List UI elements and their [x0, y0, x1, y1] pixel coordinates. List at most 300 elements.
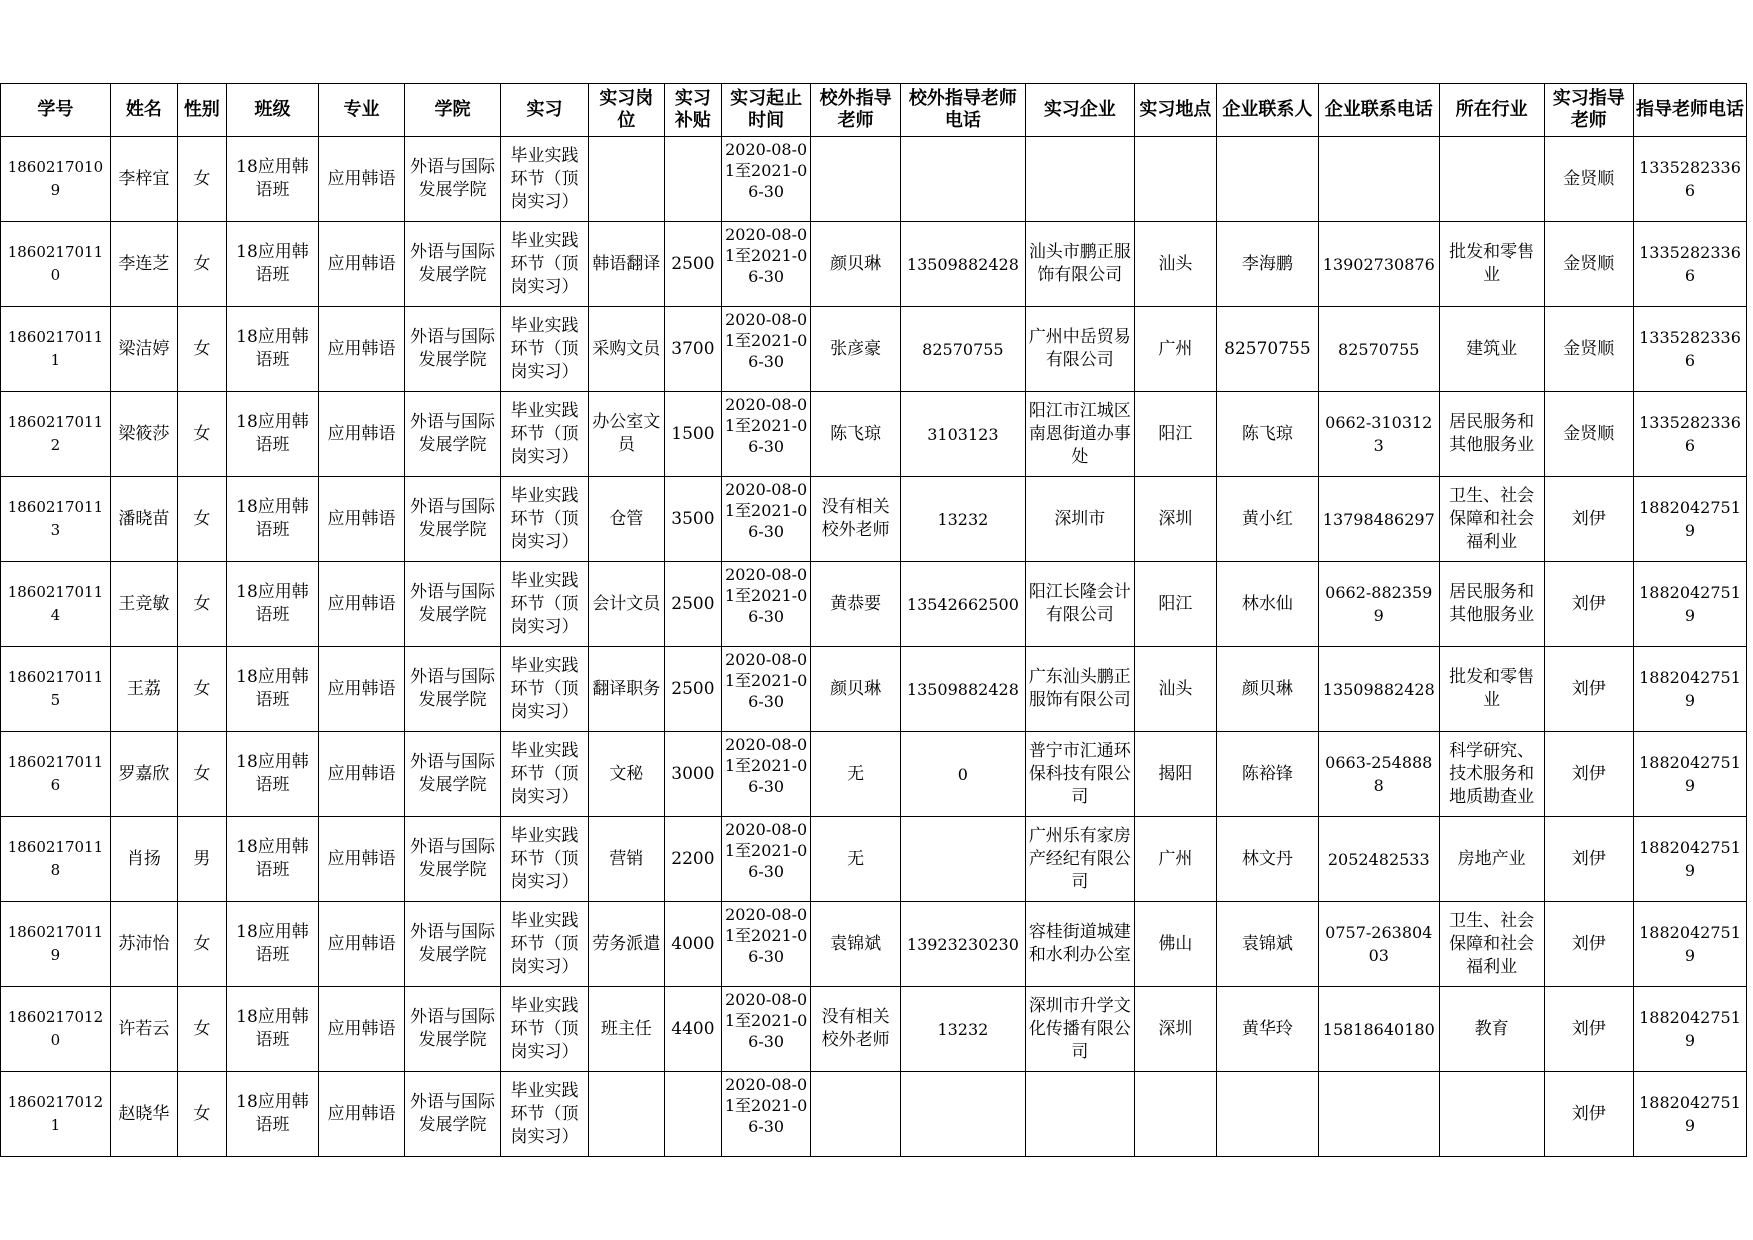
cell-period — [721, 222, 810, 307]
cell-period — [721, 902, 810, 987]
cell-period — [721, 562, 810, 647]
location-text: 揭阳 — [1158, 763, 1193, 784]
supervisor-phone-text: 18820427519 — [1639, 498, 1741, 540]
student-id-text: 18602170109 — [7, 158, 104, 199]
external-tutor-text: 张彦豪 — [830, 338, 882, 359]
period-text: 2020-08-01至2021-06-30 — [724, 140, 808, 201]
college-text: 外语与国际发展学院 — [409, 157, 495, 200]
cell-external-tutor-phone — [900, 732, 1025, 817]
location-text: 阳江 — [1158, 593, 1193, 614]
period-text: 2020-08-01至2021-06-30 — [724, 905, 808, 966]
period-text: 2020-08-01至2021-06-30 — [724, 565, 808, 626]
company-text: 深圳市 — [1054, 508, 1106, 529]
major-text: 应用韩语 — [327, 253, 396, 274]
gender-text: 女 — [193, 1018, 211, 1039]
cell-college — [404, 1072, 501, 1157]
table-row — [1, 1072, 1747, 1157]
cell-internship-type — [501, 902, 588, 987]
cell-supervisor-phone — [1633, 987, 1746, 1072]
cell-supervisor — [1544, 392, 1633, 477]
cell-college — [404, 647, 501, 732]
supervisor-text: 刘伊 — [1571, 508, 1606, 529]
header-college: 学院 — [404, 84, 501, 137]
cell-external-tutor-phone — [900, 987, 1025, 1072]
cell-industry — [1439, 562, 1544, 647]
company-phone-text: 0662-8823599 — [1325, 583, 1433, 625]
subsidy-text: 4400 — [671, 1018, 715, 1039]
gender-text: 女 — [193, 423, 211, 444]
cell-position — [588, 307, 664, 392]
student-name-text: 罗嘉欣 — [118, 763, 170, 784]
cell-college — [404, 732, 501, 817]
cell-company-phone — [1318, 307, 1439, 392]
location-text: 汕头 — [1158, 253, 1193, 274]
cell-student-id — [1, 732, 111, 817]
cell-student-id — [1, 902, 111, 987]
location-text: 佛山 — [1158, 933, 1193, 954]
cell-period — [721, 1072, 810, 1157]
cell-supervisor — [1544, 987, 1633, 1072]
cell-subsidy — [664, 647, 721, 732]
cell-external-tutor-phone — [900, 902, 1025, 987]
supervisor-phone-text: 13352823366 — [1639, 328, 1741, 370]
student-id-text: 18602170110 — [7, 243, 104, 284]
cell-location — [1134, 987, 1216, 1072]
external-tutor-text: 黄恭要 — [830, 593, 882, 614]
student-id-text: 18602170120 — [7, 1008, 104, 1049]
cell-company-phone — [1318, 902, 1439, 987]
cell-position — [588, 1072, 664, 1157]
class-text: 18应用韩语班 — [236, 667, 309, 710]
supervisor-phone-text: 18820427519 — [1639, 583, 1741, 625]
cell-class — [226, 137, 319, 222]
student-name-text: 梁洁婷 — [118, 338, 170, 359]
major-text: 应用韩语 — [327, 508, 396, 529]
cell-external-tutor — [811, 477, 900, 562]
table-row — [1, 647, 1747, 732]
cell-major — [319, 987, 404, 1072]
cell-internship-type — [501, 137, 588, 222]
cell-student-name — [110, 307, 177, 392]
cell-supervisor-phone — [1633, 392, 1746, 477]
industry-text: 科学研究、技术服务和地质勘查业 — [1449, 740, 1535, 807]
company-contact-text: 82570755 — [1224, 338, 1311, 359]
location-text: 汕头 — [1158, 678, 1193, 699]
subsidy-text: 3500 — [671, 508, 715, 529]
cell-gender — [177, 902, 226, 987]
major-text: 应用韩语 — [327, 593, 396, 614]
class-text: 18应用韩语班 — [236, 497, 309, 540]
cell-student-name — [110, 732, 177, 817]
supervisor-text: 金贤顺 — [1563, 253, 1615, 274]
cell-company — [1025, 392, 1134, 477]
supervisor-text: 刘伊 — [1571, 933, 1606, 954]
cell-supervisor-phone — [1633, 222, 1746, 307]
college-text: 外语与国际发展学院 — [409, 242, 495, 285]
cell-company — [1025, 307, 1134, 392]
internship-type-text: 毕业实践环节（顶岗实习） — [510, 145, 579, 212]
cell-internship-type — [501, 562, 588, 647]
cell-supervisor — [1544, 1072, 1633, 1157]
cell-class — [226, 817, 319, 902]
gender-text: 女 — [193, 678, 211, 699]
table-row — [1, 392, 1747, 477]
cell-external-tutor — [811, 647, 900, 732]
college-text: 外语与国际发展学院 — [409, 327, 495, 370]
cell-position — [588, 817, 664, 902]
class-text: 18应用韩语班 — [236, 837, 309, 880]
cell-position — [588, 477, 664, 562]
student-name-text: 李连芝 — [118, 253, 170, 274]
cell-company-contact — [1217, 732, 1319, 817]
cell-gender — [177, 1072, 226, 1157]
internship-type-text: 毕业实践环节（顶岗实习） — [510, 740, 579, 807]
gender-text: 女 — [193, 168, 211, 189]
position-text: 采购文员 — [592, 338, 661, 359]
header-external-tutor-phone: 校外指导老师电话 — [900, 84, 1025, 137]
table-row — [1, 307, 1747, 392]
cell-subsidy — [664, 562, 721, 647]
company-contact-text: 颜贝琳 — [1241, 678, 1293, 699]
cell-location — [1134, 902, 1216, 987]
cell-industry — [1439, 477, 1544, 562]
cell-supervisor — [1544, 817, 1633, 902]
header-class: 班级 — [226, 84, 319, 137]
internship-type-text: 毕业实践环节（顶岗实习） — [510, 315, 579, 382]
header-industry: 所在行业 — [1439, 84, 1544, 137]
internship-type-text: 毕业实践环节（顶岗实习） — [510, 995, 579, 1062]
cell-location — [1134, 647, 1216, 732]
internship-type-text: 毕业实践环节（顶岗实习） — [510, 1080, 579, 1147]
company-contact-text: 袁锦斌 — [1241, 933, 1293, 954]
external-tutor-text: 没有相关校外老师 — [821, 497, 890, 540]
class-text: 18应用韩语班 — [236, 242, 309, 285]
industry-text: 居民服务和其他服务业 — [1449, 582, 1535, 625]
student-id-text: 18602170111 — [7, 328, 104, 369]
supervisor-phone-text: 18820427519 — [1639, 1008, 1741, 1050]
supervisor-text: 刘伊 — [1571, 1103, 1606, 1124]
cell-student-id — [1, 987, 111, 1072]
cell-student-name — [110, 392, 177, 477]
cell-major — [319, 137, 404, 222]
cell-gender — [177, 562, 226, 647]
table-row — [1, 222, 1747, 307]
cell-subsidy — [664, 987, 721, 1072]
student-id-text: 18602170118 — [7, 838, 104, 879]
period-text: 2020-08-01至2021-06-30 — [724, 480, 808, 541]
industry-text: 房地产业 — [1457, 848, 1526, 869]
header-row — [1, 84, 1747, 137]
cell-student-id — [1, 817, 111, 902]
cell-company-phone — [1318, 732, 1439, 817]
cell-company-phone — [1318, 392, 1439, 477]
cell-external-tutor — [811, 392, 900, 477]
position-text: 仓管 — [609, 508, 644, 529]
cell-class — [226, 647, 319, 732]
major-text: 应用韩语 — [327, 763, 396, 784]
cell-external-tutor — [811, 307, 900, 392]
major-text: 应用韩语 — [327, 933, 396, 954]
cell-subsidy — [664, 732, 721, 817]
cell-major — [319, 817, 404, 902]
supervisor-text: 刘伊 — [1571, 763, 1606, 784]
cell-supervisor-phone — [1633, 732, 1746, 817]
cell-external-tutor — [811, 1072, 900, 1157]
cell-student-id — [1, 647, 111, 732]
period-text: 2020-08-01至2021-06-30 — [724, 820, 808, 881]
industry-text: 建筑业 — [1466, 338, 1518, 359]
cell-location — [1134, 732, 1216, 817]
external-tutor-text: 无 — [847, 763, 865, 784]
internship-type-text: 毕业实践环节（顶岗实习） — [510, 400, 579, 467]
header-location: 实习地点 — [1134, 84, 1216, 137]
student-name-text: 王竞敏 — [118, 593, 170, 614]
major-text: 应用韩语 — [327, 423, 396, 444]
supervisor-text: 金贤顺 — [1563, 338, 1615, 359]
cell-external-tutor-phone — [900, 222, 1025, 307]
cell-student-id — [1, 307, 111, 392]
cell-supervisor — [1544, 222, 1633, 307]
cell-major — [319, 477, 404, 562]
cell-internship-type — [501, 732, 588, 817]
cell-external-tutor — [811, 137, 900, 222]
external-tutor-text: 陈飞琼 — [830, 423, 882, 444]
subsidy-text: 1500 — [671, 423, 715, 444]
cell-gender — [177, 732, 226, 817]
cell-external-tutor-phone — [900, 562, 1025, 647]
cell-company — [1025, 562, 1134, 647]
cell-subsidy — [664, 307, 721, 392]
cell-student-id — [1, 562, 111, 647]
internship-type-text: 毕业实践环节（顶岗实习） — [510, 655, 579, 722]
cell-company-contact — [1217, 477, 1319, 562]
cell-company — [1025, 477, 1134, 562]
supervisor-phone-text: 18820427519 — [1639, 838, 1741, 880]
major-text: 应用韩语 — [327, 848, 396, 869]
cell-period — [721, 137, 810, 222]
company-text: 广州乐有家房产经纪有限公司 — [1028, 825, 1131, 892]
cell-company-phone — [1318, 477, 1439, 562]
cell-student-name — [110, 562, 177, 647]
cell-period — [721, 647, 810, 732]
cell-class — [226, 307, 319, 392]
cell-position — [588, 137, 664, 222]
company-text: 广东汕头鹏正服饰有限公司 — [1028, 667, 1131, 710]
cell-company-contact — [1217, 902, 1319, 987]
external-tutor-phone-text: 13232 — [937, 1019, 989, 1039]
subsidy-text: 2200 — [671, 848, 715, 869]
cell-position — [588, 987, 664, 1072]
student-name-text: 肖扬 — [126, 848, 161, 869]
cell-gender — [177, 307, 226, 392]
student-id-text: 18602170112 — [7, 413, 104, 454]
table-row — [1, 732, 1747, 817]
cell-industry — [1439, 987, 1544, 1072]
cell-external-tutor — [811, 902, 900, 987]
cell-student-name — [110, 477, 177, 562]
cell-subsidy — [664, 477, 721, 562]
cell-gender — [177, 392, 226, 477]
cell-period — [721, 817, 810, 902]
cell-supervisor — [1544, 477, 1633, 562]
header-company-contact: 企业联系人 — [1217, 84, 1319, 137]
header-major: 专业 — [319, 84, 404, 137]
cell-external-tutor-phone — [900, 137, 1025, 222]
external-tutor-text: 颜贝琳 — [830, 678, 882, 699]
period-text: 2020-08-01至2021-06-30 — [724, 735, 808, 796]
cell-supervisor-phone — [1633, 817, 1746, 902]
cell-student-id — [1, 477, 111, 562]
cell-position — [588, 732, 664, 817]
subsidy-text: 2500 — [671, 593, 715, 614]
header-subsidy: 实习补贴 — [664, 84, 721, 137]
cell-student-id — [1, 392, 111, 477]
cell-location — [1134, 477, 1216, 562]
supervisor-phone-text: 13352823366 — [1639, 413, 1741, 455]
cell-major — [319, 647, 404, 732]
major-text: 应用韩语 — [327, 168, 396, 189]
subsidy-text: 2500 — [671, 253, 715, 274]
subsidy-text: 3700 — [671, 338, 715, 359]
cell-college — [404, 477, 501, 562]
cell-major — [319, 392, 404, 477]
header-company: 实习企业 — [1025, 84, 1134, 137]
table-row — [1, 902, 1747, 987]
subsidy-text: 3000 — [671, 763, 715, 784]
supervisor-text: 刘伊 — [1571, 848, 1606, 869]
cell-industry — [1439, 1072, 1544, 1157]
cell-major — [319, 732, 404, 817]
cell-location — [1134, 562, 1216, 647]
subsidy-text: 2500 — [671, 678, 715, 699]
class-text: 18应用韩语班 — [236, 327, 309, 370]
cell-supervisor — [1544, 562, 1633, 647]
position-text: 翻译职务 — [592, 678, 661, 699]
class-text: 18应用韩语班 — [236, 412, 309, 455]
supervisor-text: 刘伊 — [1571, 593, 1606, 614]
cell-internship-type — [501, 392, 588, 477]
cell-location — [1134, 392, 1216, 477]
cell-college — [404, 307, 501, 392]
cell-company — [1025, 902, 1134, 987]
cell-internship-type — [501, 817, 588, 902]
location-text: 广州 — [1158, 848, 1193, 869]
position-text: 办公室文员 — [592, 412, 661, 455]
company-phone-text: 0663-2548888 — [1325, 753, 1433, 795]
cell-external-tutor-phone — [900, 647, 1025, 732]
company-text: 普宁市汇通环保科技有限公司 — [1028, 740, 1131, 807]
cell-college — [404, 222, 501, 307]
cell-industry — [1439, 307, 1544, 392]
gender-text: 女 — [193, 508, 211, 529]
period-text: 2020-08-01至2021-06-30 — [724, 990, 808, 1051]
cell-student-name — [110, 1072, 177, 1157]
cell-student-name — [110, 647, 177, 732]
header-student-id: 学号 — [1, 84, 111, 137]
cell-external-tutor — [811, 817, 900, 902]
gender-text: 女 — [193, 763, 211, 784]
cell-company-contact — [1217, 647, 1319, 732]
header-position: 实习岗位 — [588, 84, 664, 137]
college-text: 外语与国际发展学院 — [409, 582, 495, 625]
cell-industry — [1439, 732, 1544, 817]
student-name-text: 李梓宜 — [118, 168, 170, 189]
table-row — [1, 817, 1747, 902]
cell-supervisor — [1544, 307, 1633, 392]
position-text: 班主任 — [600, 1018, 652, 1039]
cell-company-phone — [1318, 562, 1439, 647]
company-contact-text: 陈裕锋 — [1241, 763, 1293, 784]
student-name-text: 赵晓华 — [118, 1103, 170, 1124]
supervisor-phone-text: 18820427519 — [1639, 668, 1741, 710]
company-text: 阳江市江城区南恩街道办事处 — [1028, 400, 1131, 467]
company-text: 汕头市鹏正服饰有限公司 — [1028, 242, 1131, 285]
cell-location — [1134, 1072, 1216, 1157]
internship-table-container — [0, 83, 1747, 1157]
external-tutor-phone-text: 13542662500 — [906, 594, 1019, 614]
class-text: 18应用韩语班 — [236, 582, 309, 625]
cell-external-tutor-phone — [900, 1072, 1025, 1157]
cell-supervisor — [1544, 902, 1633, 987]
industry-text: 卫生、社会保障和社会福利业 — [1449, 910, 1535, 977]
cell-industry — [1439, 817, 1544, 902]
cell-class — [226, 222, 319, 307]
student-id-text: 18602170114 — [7, 583, 104, 624]
supervisor-phone-text: 13352823366 — [1639, 243, 1741, 285]
student-name-text: 许若云 — [118, 1018, 170, 1039]
cell-industry — [1439, 137, 1544, 222]
external-tutor-phone-text: 13923230230 — [906, 934, 1019, 954]
cell-internship-type — [501, 477, 588, 562]
company-phone-text: 13902730876 — [1322, 254, 1435, 274]
cell-college — [404, 817, 501, 902]
class-text: 18应用韩语班 — [236, 1092, 309, 1135]
header-supervisor-phone: 指导老师电话 — [1633, 84, 1746, 137]
table-body — [1, 137, 1747, 1157]
class-text: 18应用韩语班 — [236, 922, 309, 965]
cell-gender — [177, 647, 226, 732]
cell-period — [721, 732, 810, 817]
supervisor-text: 金贤顺 — [1563, 423, 1615, 444]
external-tutor-text: 无 — [847, 848, 865, 869]
cell-position — [588, 902, 664, 987]
supervisor-phone-text: 18820427519 — [1639, 753, 1741, 795]
student-id-text: 18602170116 — [7, 753, 104, 794]
student-name-text: 潘晓苗 — [118, 508, 170, 529]
cell-company-contact — [1217, 137, 1319, 222]
company-text: 深圳市升学文化传播有限公司 — [1028, 995, 1131, 1062]
period-text: 2020-08-01至2021-06-30 — [724, 1075, 808, 1136]
cell-major — [319, 307, 404, 392]
company-contact-text: 陈飞琼 — [1241, 423, 1293, 444]
cell-student-id — [1, 137, 111, 222]
external-tutor-phone-text: 82570755 — [922, 339, 1004, 359]
college-text: 外语与国际发展学院 — [409, 497, 495, 540]
company-text: 容桂街道城建和水利办公室 — [1028, 922, 1131, 965]
cell-subsidy — [664, 1072, 721, 1157]
cell-subsidy — [664, 137, 721, 222]
period-text: 2020-08-01至2021-06-30 — [724, 310, 808, 371]
external-tutor-text: 颜贝琳 — [830, 253, 882, 274]
cell-company — [1025, 732, 1134, 817]
cell-company — [1025, 987, 1134, 1072]
position-text: 文秘 — [609, 763, 644, 784]
class-text: 18应用韩语班 — [236, 1007, 309, 1050]
college-text: 外语与国际发展学院 — [409, 412, 495, 455]
student-id-text: 18602170115 — [7, 668, 104, 709]
position-text: 营销 — [609, 848, 644, 869]
cell-college — [404, 902, 501, 987]
